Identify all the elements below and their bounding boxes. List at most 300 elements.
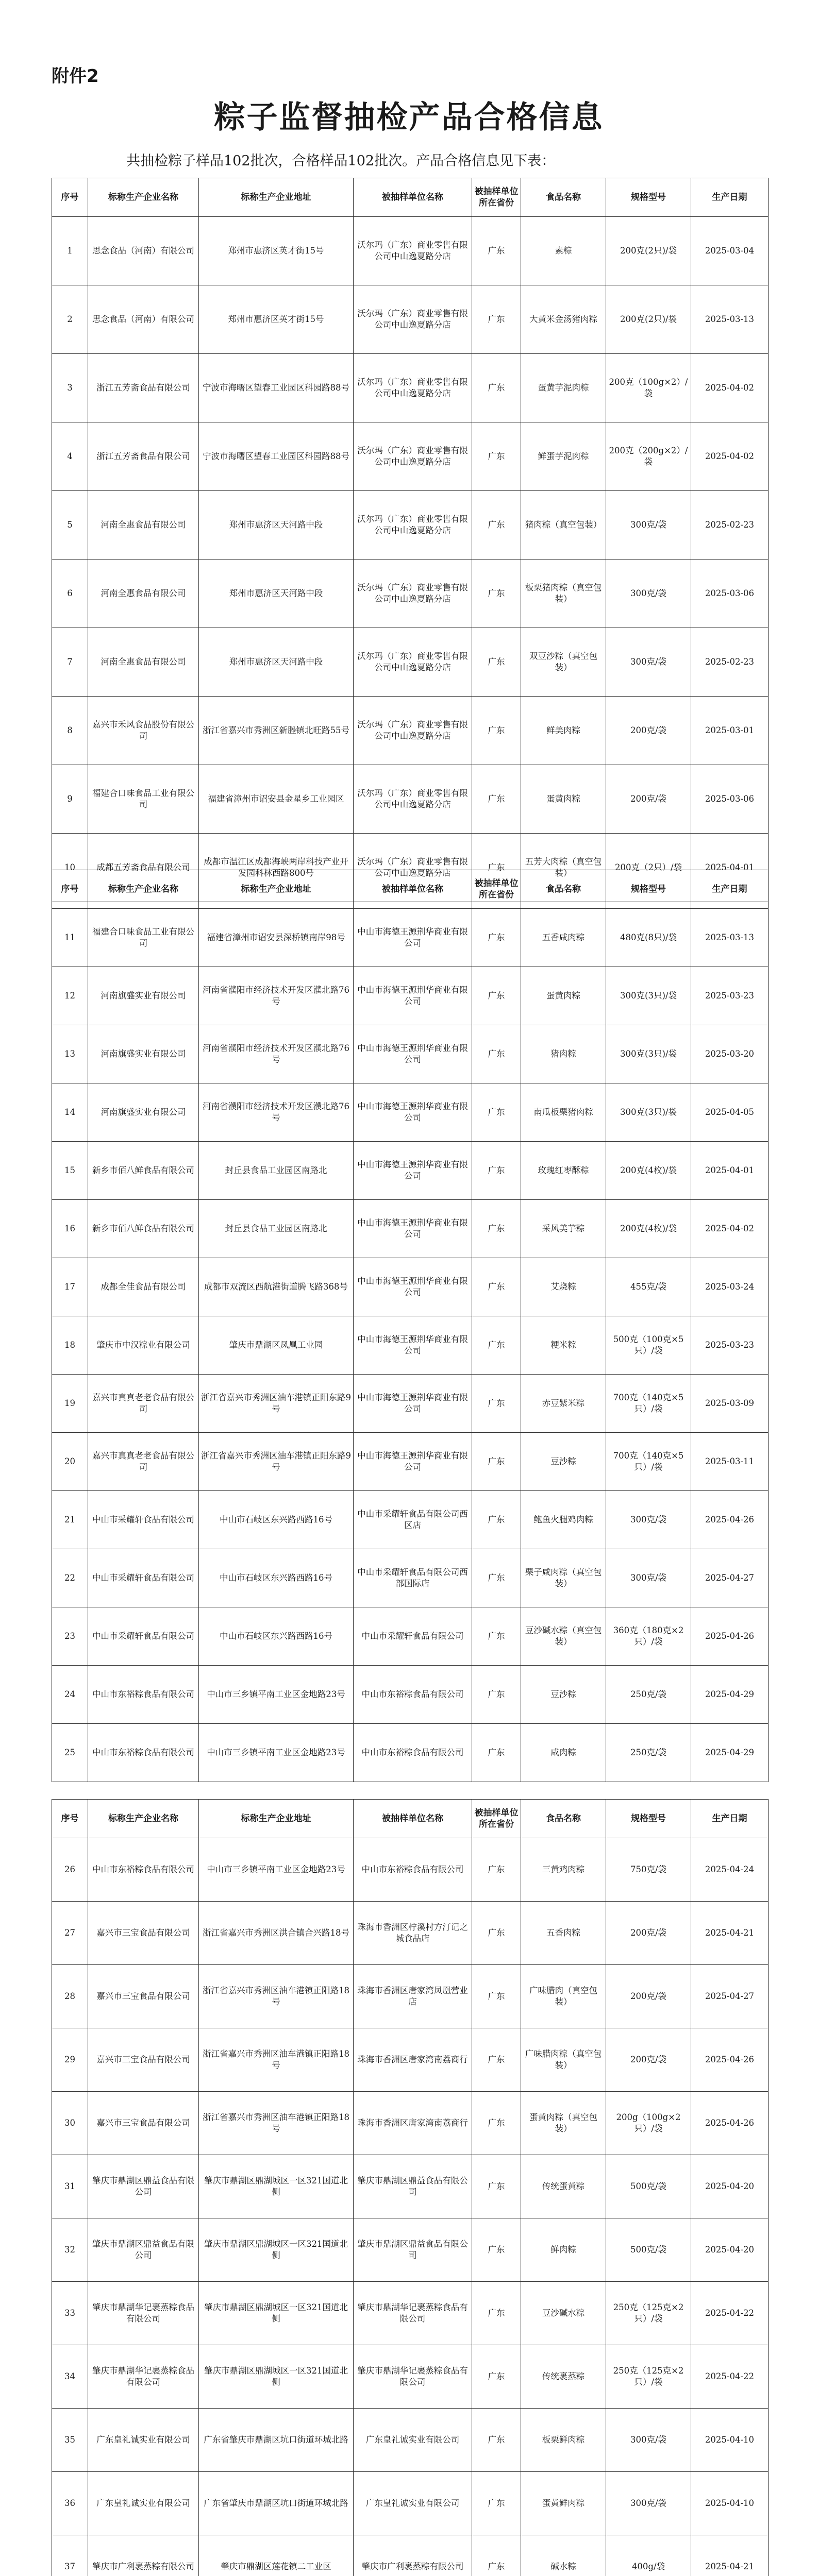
table-row xyxy=(52,560,769,628)
table-cell: 广东 xyxy=(472,1316,521,1375)
table-cell: 中山市采耀轩食品有限公司 xyxy=(88,1491,199,1549)
table-cell: 2025-04-05 xyxy=(691,1083,769,1142)
table-cell: 20 xyxy=(52,1433,88,1491)
column-header: 被抽样单位所在省份 xyxy=(472,178,521,217)
table-cell: 2025-03-13 xyxy=(691,909,769,967)
table-row xyxy=(52,1258,769,1316)
table-cell: 肇庆市鼎湖区鼎益食品有限公司 xyxy=(354,2218,472,2282)
table-header-row xyxy=(52,870,769,909)
results-table-page-1 xyxy=(52,178,769,902)
table-cell: 肇庆市鼎湖华记裹蒸粽食品有限公司 xyxy=(88,2345,199,2409)
table-cell: 9 xyxy=(52,765,88,834)
table-cell: 沃尔玛（广东）商业零售有限公司中山逸夏路分店 xyxy=(354,628,472,697)
table-row xyxy=(52,1549,769,1607)
table-row xyxy=(52,1838,769,1902)
table-cell: 河南全惠食品有限公司 xyxy=(88,560,199,628)
table-cell: 2025-03-20 xyxy=(691,1025,769,1083)
column-header: 生产日期 xyxy=(691,870,769,909)
table-cell: 广东 xyxy=(472,422,521,491)
table-cell: 广东 xyxy=(472,2028,521,2092)
table-cell: 广东 xyxy=(472,1200,521,1258)
table-row xyxy=(52,1433,769,1491)
table-cell: 中山市采耀轩食品有限公司西区店 xyxy=(354,1491,472,1549)
table-cell: 中山市海德王源荆华商业有限公司 xyxy=(354,1142,472,1200)
table-cell: 嘉兴市三宝食品有限公司 xyxy=(88,2028,199,2092)
table-cell: 肇庆市广利裹蒸粽有限公司 xyxy=(354,2535,472,2576)
table-cell: 封丘县食品工业园区南路北 xyxy=(199,1142,354,1200)
table-cell: 广东 xyxy=(472,1433,521,1491)
column-header: 标称生产企业地址 xyxy=(199,1800,354,1838)
table-cell: 广东 xyxy=(472,1083,521,1142)
table-cell: 300克(3只)/袋 xyxy=(606,1025,691,1083)
table-cell: 郑州市惠济区天河路中段 xyxy=(199,560,354,628)
table-cell: 鲍鱼火腿鸡肉粽 xyxy=(521,1491,606,1549)
table-cell: 郑州市惠济区英才街15号 xyxy=(199,217,354,285)
table-cell: 2025-04-02 xyxy=(691,422,769,491)
table-cell: 3 xyxy=(52,354,88,422)
table-row xyxy=(52,422,769,491)
table-row xyxy=(52,354,769,422)
table-cell: 中山市石岐区东兴路西路16号 xyxy=(199,1549,354,1607)
table-cell: 2025-03-01 xyxy=(691,697,769,765)
table-cell: 200克(2只)/袋 xyxy=(606,217,691,285)
table-cell: 肇庆市鼎湖区鼎益食品有限公司 xyxy=(354,2155,472,2218)
table-cell: 2025-04-02 xyxy=(691,1200,769,1258)
table-cell: 12 xyxy=(52,967,88,1025)
table-cell: 200克（200g×2）/袋 xyxy=(606,422,691,491)
table-cell: 传统裹蒸粽 xyxy=(521,2345,606,2409)
table-cell: 福建合口味食品工业有限公司 xyxy=(88,909,199,967)
table-cell: 广东 xyxy=(472,1666,521,1724)
table-cell: 中山市东裕粽食品有限公司 xyxy=(354,1838,472,1902)
table-cell: 鲜美肉粽 xyxy=(521,697,606,765)
table-row xyxy=(52,1025,769,1083)
table-cell: 300克/袋 xyxy=(606,1491,691,1549)
table-cell: 艾烧粽 xyxy=(521,1258,606,1316)
table-row xyxy=(52,1142,769,1200)
table-cell: 中山市海德王源荆华商业有限公司 xyxy=(354,967,472,1025)
column-header: 标称生产企业地址 xyxy=(199,870,354,909)
table-row xyxy=(52,1200,769,1258)
table-cell: 玫瑰红枣酥粽 xyxy=(521,1142,606,1200)
column-header: 序号 xyxy=(52,1800,88,1838)
table-row xyxy=(52,2409,769,2472)
table-cell: 32 xyxy=(52,2218,88,2282)
table-cell: 广东 xyxy=(472,1025,521,1083)
table-cell: 2025-04-26 xyxy=(691,1491,769,1549)
table-row xyxy=(52,2472,769,2535)
table-cell: 2025-04-21 xyxy=(691,1902,769,1965)
table-cell: 23 xyxy=(52,1607,88,1666)
table-cell: 200克(4枚)/袋 xyxy=(606,1200,691,1258)
column-header: 标称生产企业名称 xyxy=(88,870,199,909)
table-cell: 中山市海德王源荆华商业有限公司 xyxy=(354,1083,472,1142)
table-cell: 455克/袋 xyxy=(606,1258,691,1316)
table-cell: 广东皇礼诚实业有限公司 xyxy=(88,2409,199,2472)
table-cell: 广东 xyxy=(472,2535,521,2576)
table-cell: 2025-03-24 xyxy=(691,1258,769,1316)
table-cell: 南瓜板栗猪肉粽 xyxy=(521,1083,606,1142)
table-cell: 13 xyxy=(52,1025,88,1083)
table-cell: 2025-04-22 xyxy=(691,2345,769,2409)
table-cell: 16 xyxy=(52,1200,88,1258)
table-cell: 传统蛋黄粽 xyxy=(521,2155,606,2218)
table-cell: 广东 xyxy=(472,1902,521,1965)
table-cell: 250克（125克×2只）/袋 xyxy=(606,2282,691,2345)
table-cell: 宁波市海曙区望春工业园区科园路88号 xyxy=(199,354,354,422)
table-cell: 新乡市佰八鲜食品有限公司 xyxy=(88,1142,199,1200)
table-cell: 广东 xyxy=(472,1607,521,1666)
table-cell: 2025-03-23 xyxy=(691,1316,769,1375)
table-cell: 河南旗盛实业有限公司 xyxy=(88,967,199,1025)
table-row xyxy=(52,1316,769,1375)
table-cell: 2025-04-27 xyxy=(691,1549,769,1607)
table-cell: 广味腊肉粽（真空包装） xyxy=(521,2028,606,2092)
table-cell: 沃尔玛（广东）商业零售有限公司中山逸夏路分店 xyxy=(354,765,472,834)
page-title: 粽子监督抽检产品合格信息 xyxy=(214,99,604,135)
table-header-row xyxy=(52,178,769,217)
column-header: 序号 xyxy=(52,870,88,909)
summary-text: 共抽检粽子样品102批次，合格样品102批次。产品合格信息见下表： xyxy=(126,153,556,169)
table-cell: 17 xyxy=(52,1258,88,1316)
table-cell: 250克/袋 xyxy=(606,1724,691,1782)
table-cell: 21 xyxy=(52,1491,88,1549)
table-cell: 肇庆市鼎湖区莲花镇二工业区 xyxy=(199,2535,354,2576)
table-cell: 板栗鲜肉粽 xyxy=(521,2409,606,2472)
table-cell: 中山市海德王源荆华商业有限公司 xyxy=(354,1025,472,1083)
table-cell: 广东 xyxy=(472,2218,521,2282)
table-cell: 2025-04-26 xyxy=(691,2028,769,2092)
results-table-page-3 xyxy=(52,1799,769,2576)
table-cell: 700克（140克×5只）/袋 xyxy=(606,1433,691,1491)
column-header: 生产日期 xyxy=(691,178,769,217)
column-header: 被抽样单位名称 xyxy=(354,1800,472,1838)
table-cell: 封丘县食品工业园区南路北 xyxy=(199,1200,354,1258)
table-cell: 大黄米金汤猪肉粽 xyxy=(521,285,606,354)
table-cell: 广东 xyxy=(472,765,521,834)
table-row xyxy=(52,1491,769,1549)
table-row xyxy=(52,909,769,967)
table-cell: 500克/袋 xyxy=(606,2155,691,2218)
table-cell: 成都市双流区西航港街道腾飞路368号 xyxy=(199,1258,354,1316)
table-cell: 2025-04-24 xyxy=(691,1838,769,1902)
table-cell: 浙江省嘉兴市秀洲区油车港镇正阳路18号 xyxy=(199,2092,354,2155)
table-cell: 24 xyxy=(52,1666,88,1724)
table-cell: 成都全佳食品有限公司 xyxy=(88,1258,199,1316)
table-cell: 肇庆市鼎湖区凤凰工业园 xyxy=(199,1316,354,1375)
table-cell: 18 xyxy=(52,1316,88,1375)
table-cell: 肇庆市鼎湖华记裹蒸粽食品有限公司 xyxy=(88,2282,199,2345)
table-cell: 19 xyxy=(52,1375,88,1433)
table-cell: 广东 xyxy=(472,491,521,560)
table-cell: 700克（140克×5只）/袋 xyxy=(606,1375,691,1433)
table-cell: 肇庆市鼎湖区鼎湖城区一区321国道北侧 xyxy=(199,2282,354,2345)
table-row xyxy=(52,2218,769,2282)
table-cell: 15 xyxy=(52,1142,88,1200)
table-cell: 蛋黄芋泥肉粽 xyxy=(521,354,606,422)
table-cell: 新乡市佰八鲜食品有限公司 xyxy=(88,1200,199,1258)
table-cell: 广东 xyxy=(472,697,521,765)
table-cell: 中山市海德王源荆华商业有限公司 xyxy=(354,1433,472,1491)
table-cell: 广东 xyxy=(472,2092,521,2155)
table-cell: 2025-04-26 xyxy=(691,1607,769,1666)
table-header-row xyxy=(52,1800,769,1838)
table-cell: 珠海市香洲区唐家湾南荔商行 xyxy=(354,2092,472,2155)
table-cell: 26 xyxy=(52,1838,88,1902)
table-cell: 广东 xyxy=(472,217,521,285)
table-row xyxy=(52,491,769,560)
table-cell: 中山市石岐区东兴路西路16号 xyxy=(199,1607,354,1666)
column-header: 食品名称 xyxy=(521,178,606,217)
table-cell: 2025-04-27 xyxy=(691,1965,769,2028)
table-cell: 中山市三乡镇平南工业区金地路23号 xyxy=(199,1838,354,1902)
table-cell: 中山市海德王源荆华商业有限公司 xyxy=(354,1258,472,1316)
table-cell: 广东 xyxy=(472,909,521,967)
column-header: 生产日期 xyxy=(691,1800,769,1838)
table-cell: 28 xyxy=(52,1965,88,2028)
column-header: 规格型号 xyxy=(606,1800,691,1838)
table-cell: 三黄鸡肉粽 xyxy=(521,1838,606,1902)
table-cell: 中山市采耀轩食品有限公司 xyxy=(88,1549,199,1607)
table-cell: 360克（180克×2只）/袋 xyxy=(606,1607,691,1666)
column-header: 食品名称 xyxy=(521,1800,606,1838)
table-cell: 31 xyxy=(52,2155,88,2218)
table-cell: 猪肉粽（真空包装） xyxy=(521,491,606,560)
column-header: 标称生产企业名称 xyxy=(88,178,199,217)
table-cell: 200克(2只)/袋 xyxy=(606,285,691,354)
column-header: 食品名称 xyxy=(521,870,606,909)
table-row xyxy=(52,697,769,765)
table-cell: 宁波市海曙区望春工业园区科园路88号 xyxy=(199,422,354,491)
table-cell: 郑州市惠济区天河路中段 xyxy=(199,491,354,560)
table-cell: 五芳大肉粽（真空包装） xyxy=(521,834,606,902)
table-cell: 2025-03-06 xyxy=(691,765,769,834)
table-cell: 2025-02-23 xyxy=(691,491,769,560)
table-cell: 2 xyxy=(52,285,88,354)
table-cell: 广东省肇庆市鼎湖区坑口街道环城北路 xyxy=(199,2409,354,2472)
table-cell: 嘉兴市三宝食品有限公司 xyxy=(88,1902,199,1965)
table-cell: 猪肉粽 xyxy=(521,1025,606,1083)
table-cell: 肇庆市鼎湖华记裹蒸粽食品有限公司 xyxy=(354,2282,472,2345)
attachment-label: 附件2 xyxy=(52,66,99,87)
table-cell: 沃尔玛（广东）商业零售有限公司中山逸夏路分店 xyxy=(354,560,472,628)
column-header: 规格型号 xyxy=(606,870,691,909)
table-cell: 郑州市惠济区天河路中段 xyxy=(199,628,354,697)
table-cell: 广东 xyxy=(472,285,521,354)
table-cell: 2025-04-01 xyxy=(691,834,769,902)
table-cell: 200克/袋 xyxy=(606,765,691,834)
table-cell: 中山市采耀轩食品有限公司 xyxy=(354,1607,472,1666)
table-cell: 中山市东裕粽食品有限公司 xyxy=(354,1724,472,1782)
table-cell: 嘉兴市真真老老食品有限公司 xyxy=(88,1433,199,1491)
table-cell: 蛋黄鲜肉粽 xyxy=(521,2472,606,2535)
column-header: 标称生产企业地址 xyxy=(199,178,354,217)
table-cell: 7 xyxy=(52,628,88,697)
table-cell: 300克/袋 xyxy=(606,628,691,697)
table-row xyxy=(52,1902,769,1965)
table-cell: 沃尔玛（广东）商业零售有限公司中山逸夏路分店 xyxy=(354,354,472,422)
table-cell: 中山市采耀轩食品有限公司 xyxy=(88,1607,199,1666)
column-header: 规格型号 xyxy=(606,178,691,217)
table-row xyxy=(52,285,769,354)
table-row xyxy=(52,217,769,285)
table-cell: 8 xyxy=(52,697,88,765)
column-header: 被抽样单位所在省份 xyxy=(472,1800,521,1838)
table-cell: 广东 xyxy=(472,1838,521,1902)
table-cell: 广东省肇庆市鼎湖区坑口街道环城北路 xyxy=(199,2472,354,2535)
table-cell: 中山市东裕粽食品有限公司 xyxy=(88,1666,199,1724)
table-cell: 河南省濮阳市经济技术开发区濮北路76号 xyxy=(199,967,354,1025)
table-cell: 珠海市香洲区唐家湾南荔商行 xyxy=(354,2028,472,2092)
table-cell: 板栗猪肉粽（真空包装） xyxy=(521,560,606,628)
table-cell: 赤豆紫米粽 xyxy=(521,1375,606,1433)
table-cell: 300克/袋 xyxy=(606,2409,691,2472)
table-cell: 2025-03-13 xyxy=(691,285,769,354)
table-cell: 2025-03-23 xyxy=(691,967,769,1025)
table-cell: 肇庆市广利裹蒸粽有限公司 xyxy=(88,2535,199,2576)
table-row xyxy=(52,2028,769,2092)
table-cell: 广东 xyxy=(472,1258,521,1316)
table-cell: 200克（2只）/袋 xyxy=(606,834,691,902)
table-cell: 中山市海德王源荆华商业有限公司 xyxy=(354,1316,472,1375)
table-cell: 34 xyxy=(52,2345,88,2409)
table-cell: 中山市东裕粽食品有限公司 xyxy=(88,1838,199,1902)
table-cell: 广东 xyxy=(472,834,521,902)
table-cell: 广东皇礼诚实业有限公司 xyxy=(354,2409,472,2472)
table-cell: 郑州市惠济区英才街15号 xyxy=(199,285,354,354)
table-cell: 豆沙粽 xyxy=(521,1666,606,1724)
table-cell: 广东 xyxy=(472,1549,521,1607)
table-cell: 沃尔玛（广东）商业零售有限公司中山逸夏路分店 xyxy=(354,217,472,285)
table-cell: 广东 xyxy=(472,560,521,628)
table-cell: 480克(8只)/袋 xyxy=(606,909,691,967)
table-cell: 沃尔玛（广东）商业零售有限公司中山逸夏路分店 xyxy=(354,422,472,491)
column-header: 标称生产企业名称 xyxy=(88,1800,199,1838)
table-cell: 广东 xyxy=(472,2282,521,2345)
table-cell: 河南旗盛实业有限公司 xyxy=(88,1083,199,1142)
table-cell: 1 xyxy=(52,217,88,285)
table-cell: 鲜蛋芋泥肉粽 xyxy=(521,422,606,491)
table-row xyxy=(52,1666,769,1724)
table-cell: 浙江五芳斋食品有限公司 xyxy=(88,354,199,422)
table-row xyxy=(52,2282,769,2345)
table-cell: 浙江五芳斋食品有限公司 xyxy=(88,422,199,491)
table-cell: 14 xyxy=(52,1083,88,1142)
table-cell: 2025-04-20 xyxy=(691,2218,769,2282)
table-cell: 河南全惠食品有限公司 xyxy=(88,628,199,697)
table-cell: 广东 xyxy=(472,2345,521,2409)
table-cell: 鲜肉粽 xyxy=(521,2218,606,2282)
table-cell: 栗子咸肉粽（真空包装） xyxy=(521,1549,606,1607)
table-row xyxy=(52,2155,769,2218)
table-cell: 嘉兴市三宝食品有限公司 xyxy=(88,1965,199,2028)
table-cell: 蛋黄肉粽 xyxy=(521,967,606,1025)
table-cell: 广东 xyxy=(472,1965,521,2028)
table-cell: 250克（125克×2只）/袋 xyxy=(606,2345,691,2409)
table-cell: 300克(3只)/袋 xyxy=(606,1083,691,1142)
table-row xyxy=(52,2535,769,2576)
table-cell: 豆沙碱水粽（真空包装） xyxy=(521,1607,606,1666)
table-row xyxy=(52,628,769,697)
table-cell: 蛋黄肉粽 xyxy=(521,765,606,834)
table-cell: 河南旗盛实业有限公司 xyxy=(88,1025,199,1083)
table-cell: 中山市海德王源荆华商业有限公司 xyxy=(354,1375,472,1433)
table-cell: 200克(4枚)/袋 xyxy=(606,1142,691,1200)
table-cell: 咸肉粽 xyxy=(521,1724,606,1782)
table-cell: 浙江省嘉兴市秀洲区油车港镇正阳路18号 xyxy=(199,2028,354,2092)
table-cell: 37 xyxy=(52,2535,88,2576)
table-cell: 中山市东裕粽食品有限公司 xyxy=(354,1666,472,1724)
table-cell: 33 xyxy=(52,2282,88,2345)
table-row xyxy=(52,1607,769,1666)
table-cell: 福建省漳州市诏安县金星乡工业园区 xyxy=(199,765,354,834)
table-cell: 五香咸肉粽 xyxy=(521,909,606,967)
table-cell: 广东皇礼诚实业有限公司 xyxy=(88,2472,199,2535)
table-cell: 200克/袋 xyxy=(606,2028,691,2092)
table-cell: 中山市采耀轩食品有限公司西部国际店 xyxy=(354,1549,472,1607)
table-cell: 肇庆市鼎湖华记裹蒸粽食品有限公司 xyxy=(354,2345,472,2409)
table-cell: 珠海市香洲区唐家湾凤凰营业店 xyxy=(354,1965,472,2028)
table-cell: 30 xyxy=(52,2092,88,2155)
table-cell: 肇庆市鼎湖区鼎湖城区一区321国道北侧 xyxy=(199,2218,354,2282)
table-cell: 碱水粽 xyxy=(521,2535,606,2576)
table-cell: 500克（100克×5只）/袋 xyxy=(606,1316,691,1375)
table-cell: 肇庆市鼎湖区鼎湖城区一区321国道北侧 xyxy=(199,2345,354,2409)
table-cell: 思念食品（河南）有限公司 xyxy=(88,285,199,354)
table-cell: 300克/袋 xyxy=(606,491,691,560)
table-cell: 2025-04-01 xyxy=(691,1142,769,1200)
table-cell: 中山市三乡镇平南工业区金地路23号 xyxy=(199,1666,354,1724)
table-cell: 广东 xyxy=(472,2472,521,2535)
table-cell: 500克/袋 xyxy=(606,2218,691,2282)
results-table-page-2 xyxy=(52,870,769,1782)
table-cell: 沃尔玛（广东）商业零售有限公司中山逸夏路分店 xyxy=(354,491,472,560)
table-cell: 750克/袋 xyxy=(606,1838,691,1902)
table-cell: 沃尔玛（广东）商业零售有限公司中山逸夏路分店 xyxy=(354,697,472,765)
table-cell: 嘉兴市三宝食品有限公司 xyxy=(88,2092,199,2155)
table-cell: 五香肉粽 xyxy=(521,1902,606,1965)
table-row xyxy=(52,765,769,834)
table-cell: 广东 xyxy=(472,1724,521,1782)
table-cell: 广东皇礼诚实业有限公司 xyxy=(354,2472,472,2535)
table-cell: 广东 xyxy=(472,1375,521,1433)
table-cell: 豆沙碱水粽 xyxy=(521,2282,606,2345)
table-cell: 2025-04-29 xyxy=(691,1724,769,1782)
table-cell: 浙江省嘉兴市秀洲区油车港镇正阳东路9号 xyxy=(199,1433,354,1491)
table-cell: 肇庆市鼎湖区鼎益食品有限公司 xyxy=(88,2218,199,2282)
table-row xyxy=(52,1083,769,1142)
table-cell: 2025-04-26 xyxy=(691,2092,769,2155)
table-row xyxy=(52,1965,769,2028)
table-row xyxy=(52,1724,769,1782)
table-cell: 中山市东裕粽食品有限公司 xyxy=(88,1724,199,1782)
table-cell: 广东 xyxy=(472,1142,521,1200)
table-cell: 6 xyxy=(52,560,88,628)
table-cell: 浙江省嘉兴市秀洲区洪合镇合兴路18号 xyxy=(199,1902,354,1965)
column-header: 被抽样单位名称 xyxy=(354,178,472,217)
table-cell: 福建省漳州市诏安县深桥镇南岸98号 xyxy=(199,909,354,967)
table-cell: 浙江省嘉兴市秀洲区油车港镇正阳路18号 xyxy=(199,1965,354,2028)
table-cell: 珠海市香洲区柠溪村方汀记之城食品店 xyxy=(354,1902,472,1965)
table-cell: 豆沙粽 xyxy=(521,1433,606,1491)
table-cell: 肇庆市鼎湖区鼎湖城区一区321国道北侧 xyxy=(199,2155,354,2218)
table-cell: 粳米粽 xyxy=(521,1316,606,1375)
table-cell: 河南省濮阳市经济技术开发区濮北路76号 xyxy=(199,1083,354,1142)
table-cell: 广东 xyxy=(472,1491,521,1549)
table-cell: 河南全惠食品有限公司 xyxy=(88,491,199,560)
table-row xyxy=(52,967,769,1025)
table-cell: 嘉兴市禾风食品股份有限公司 xyxy=(88,697,199,765)
